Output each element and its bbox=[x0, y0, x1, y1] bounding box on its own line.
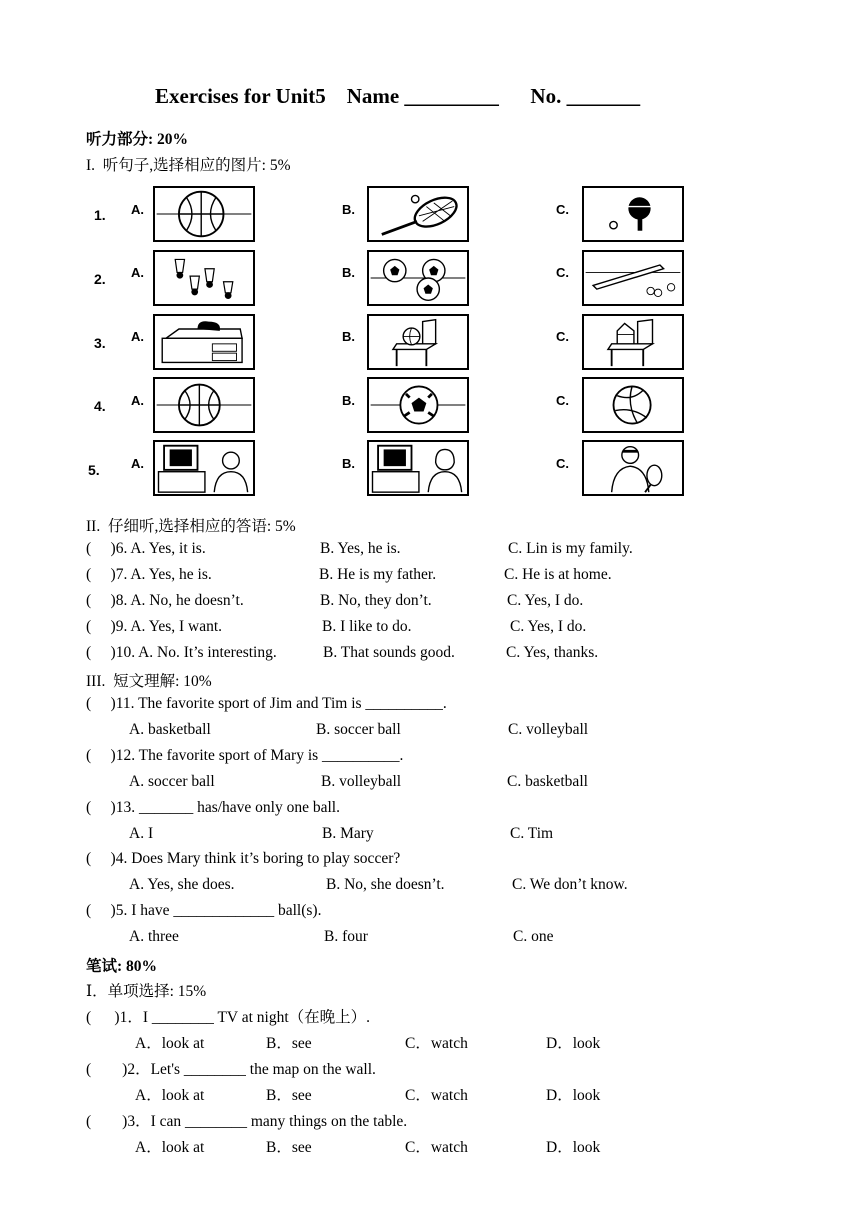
basketball-icon bbox=[153, 186, 255, 242]
soccer-balls-icon bbox=[367, 250, 469, 306]
option-label: B. bbox=[342, 202, 355, 217]
bag-on-desk-icon bbox=[153, 314, 255, 370]
row-number: 1. bbox=[94, 207, 106, 223]
volleyball-icon bbox=[582, 377, 684, 433]
option-label: A. bbox=[131, 329, 144, 344]
part3-heading: III. 短文理解: 10% bbox=[86, 673, 212, 690]
option-label: B. bbox=[342, 265, 355, 280]
option-label: A. bbox=[131, 456, 144, 471]
ball-on-chair-icon bbox=[367, 314, 469, 370]
shuttlecocks-icon bbox=[153, 250, 255, 306]
option-label: C. bbox=[556, 456, 569, 471]
bag-on-chair-icon bbox=[582, 314, 684, 370]
option-label: A. bbox=[131, 265, 144, 280]
written-heading: 笔试: 80% bbox=[86, 958, 158, 975]
option-label: B. bbox=[342, 456, 355, 471]
row-number: 3. bbox=[94, 335, 106, 351]
tennis-racket-icon bbox=[367, 186, 469, 242]
row-number: 4. bbox=[94, 398, 106, 414]
page-title: Exercises for Unit5 Name _________ No. _______ bbox=[155, 84, 641, 108]
row-number: 5. bbox=[88, 462, 100, 478]
option-label: C. bbox=[556, 265, 569, 280]
option-label: B. bbox=[342, 393, 355, 408]
part1-heading: I. 听句子,选择相应的图片: 5% bbox=[86, 157, 291, 174]
row-number: 2. bbox=[94, 271, 106, 287]
woman-watching-tv-icon bbox=[367, 440, 469, 496]
option-label: B. bbox=[342, 329, 355, 344]
option-label: A. bbox=[131, 202, 144, 217]
man-with-racket-icon bbox=[582, 440, 684, 496]
man-watching-tv-icon bbox=[153, 440, 255, 496]
written-part1-heading: Ⅰ．单项选择: 15% bbox=[86, 983, 207, 1000]
part2-heading: II. 仔细听,选择相应的答语: 5% bbox=[86, 518, 296, 535]
basketball-icon bbox=[153, 377, 255, 433]
baseball-bat-icon bbox=[582, 250, 684, 306]
option-label: C. bbox=[556, 202, 569, 217]
listening-heading: 听力部分: 20% bbox=[86, 131, 189, 148]
soccer-ball-icon bbox=[367, 377, 469, 433]
option-label: A. bbox=[131, 393, 144, 408]
ping-pong-paddle-icon bbox=[582, 186, 684, 242]
option-label: C. bbox=[556, 329, 569, 344]
option-label: C. bbox=[556, 393, 569, 408]
